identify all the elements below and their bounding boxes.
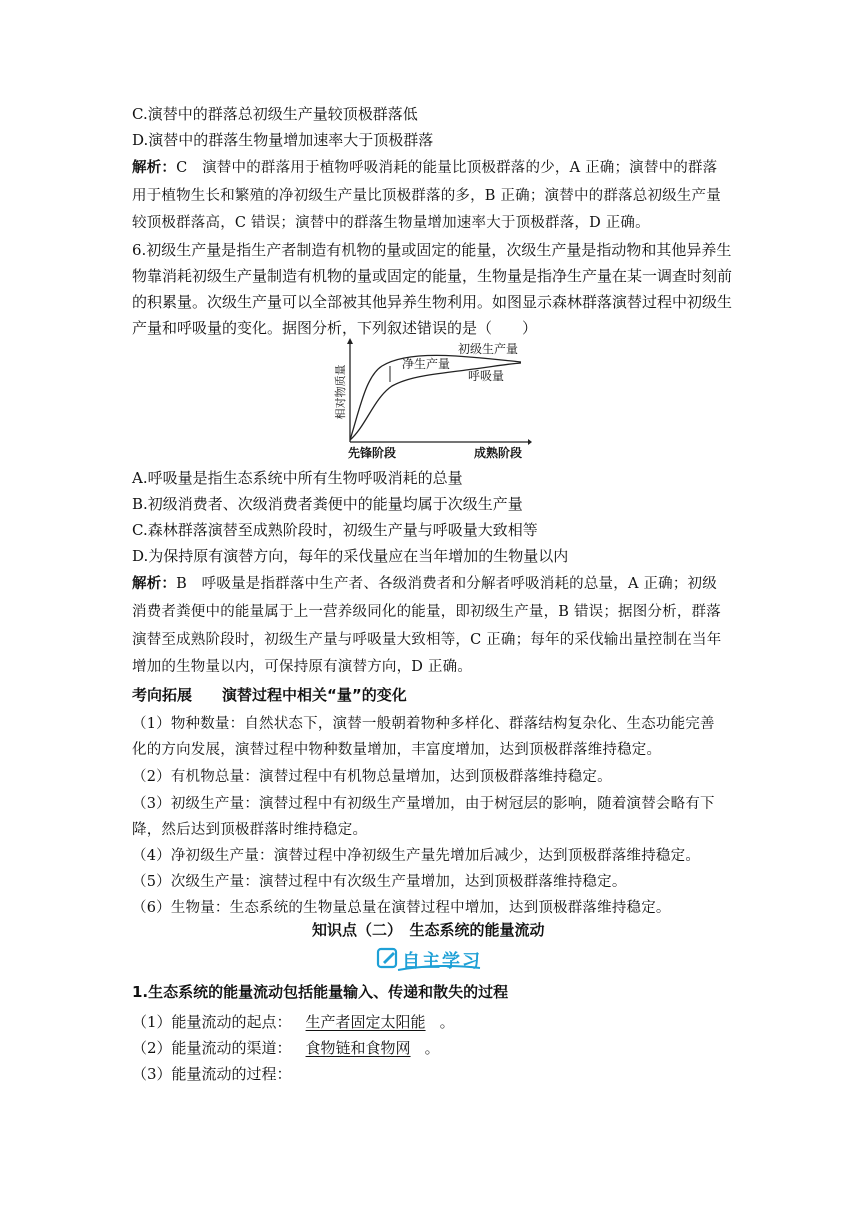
answer-blank-2: 食物链和食物网 — [305, 1039, 411, 1057]
item-end: 。 — [439, 1013, 455, 1031]
item-end: 。 — [424, 1039, 440, 1057]
section-1-item-1 — [132, 1012, 455, 1032]
option-c-q5: C.演替中的群落总初级生产量较顶极群落低 — [132, 105, 418, 123]
y-axis-arrow — [347, 338, 353, 344]
question-6-line4: 产量和呼吸量的变化。据图分析，下列叙述错误的是（ ） — [132, 319, 538, 337]
legend-primary-production: 初级生产量 — [458, 342, 519, 356]
y-axis-label: 相对物质量 — [334, 364, 347, 420]
extension-item-5: （5）次级生产量：演替过程中有次级生产量增加，达到顶极群落维持稳定。 — [132, 874, 627, 890]
question-6-line3: 的积累量。次级生产量可以全部被其他异养生物利用。如图显示森林群落演替过程中初级生 — [132, 293, 733, 311]
section-1-item-3: （3）能量流动的过程： — [132, 1065, 292, 1083]
knowledge-point-title: 知识点（二） 生态系统的能量流动 — [312, 921, 545, 939]
analysis-q5-line2: 用于植物生长和繁殖的净初级生产量比顶极群落的多，B 正确；演替中的群落总初级生产量 — [132, 188, 721, 204]
extension-item-1-line2: 化的方向发展，演替过程中物种数量增加，丰富度增加，达到顶极群落维持稳定。 — [132, 742, 662, 758]
succession-chart — [336, 338, 532, 462]
option-a-q6: A.呼吸量是指生态系统中所有生物呼吸消耗的总量 — [132, 469, 463, 487]
analysis-q6-line1 — [132, 574, 717, 594]
answer-blank-1: 生产者固定太阳能 — [305, 1013, 426, 1031]
extension-item-4: （4）净初级生产量：演替过程中净初级生产量先增加后减少，达到顶极群落维持稳定。 — [132, 848, 701, 864]
analysis-q5-line3: 较顶极群落高，C 错误；演替中的群落生物量增加速率大于顶极群落，D 正确。 — [132, 215, 650, 231]
item-label: （1）能量流动的起点： — [132, 1013, 292, 1031]
x-axis-arrow — [528, 439, 532, 445]
annotation-net-production: 净生产量 — [402, 357, 451, 371]
badge-label: 自主学习 — [402, 951, 482, 972]
extension-item-2: （2）有机物总量：演替过程中有机物总量增加，达到顶极群落维持稳定。 — [132, 769, 612, 785]
option-c-q6: C.森林群落演替至成熟阶段时，初级生产量与呼吸量大致相等 — [132, 521, 538, 539]
analysis-q6-line2: 消费者粪便中的能量属于上一营养级同化的能量，即初级生产量，B 错误；据图分析，群落 — [132, 604, 721, 620]
extension-title: 考向拓展 演替过程中相关“量”的变化 — [132, 686, 407, 704]
section-1-title: 1.生态系统的能量流动包括能量输入、传递和散失的过程 — [132, 983, 509, 1001]
question-6-line1: 6.初级生产量是指生产者制造有机物的量或固定的能量，次级生产量是指动物和其他异养生 — [132, 241, 732, 259]
analysis-q5-line1 — [132, 158, 717, 178]
section-1-item-2 — [132, 1038, 440, 1058]
pencil-icon — [383, 952, 395, 964]
self-study-badge — [376, 945, 484, 973]
option-d-q6: D.为保持原有演替方向，每年的采伐量应在当年增加的生物量以内 — [132, 547, 569, 565]
option-b-q6: B.初级消费者、次级消费者粪便中的能量均属于次级生产量 — [132, 495, 523, 513]
option-d-q5: D.演替中的群落生物量增加速率大于顶极群落 — [132, 131, 434, 149]
analysis-text: C 演替中的群落用于植物呼吸消耗的能量比顶极群落的少，A 正确；演替中的群落 — [176, 160, 718, 176]
extension-item-3-line1: （3）初级生产量：演替过程中有初级生产量增加，由于树冠层的影响，随着演替会略有下 — [132, 796, 715, 812]
extension-item-6: （6）生物量：生态系统的生物量总量在演替过程中增加，达到顶极群落维持稳定。 — [132, 900, 671, 916]
analysis-label: 解析： — [132, 160, 177, 176]
analysis-q6-line3: 演替至成熟阶段时，初级生产量与呼吸量大致相等，C 正确；每年的采伐输出量控制在当年 — [132, 632, 722, 648]
analysis-label: 解析： — [132, 576, 177, 592]
x-end-label: 成熟阶段 — [474, 446, 523, 460]
legend-respiration: 呼吸量 — [468, 369, 505, 383]
analysis-q6-line4: 增加的生物量以内，可保持原有演替方向，D 正确。 — [132, 659, 473, 675]
analysis-text: B 呼吸量是指群落中生产者、各级消费者和分解者呼吸消耗的总量，A 正确；初级 — [176, 576, 717, 592]
question-6-line2: 物靠消耗初级生产量制造有机物的量或固定的能量，生物量是指净生产量在某一调查时刻前 — [132, 267, 733, 285]
x-start-label: 先锋阶段 — [348, 446, 397, 460]
item-label: （2）能量流动的渠道： — [132, 1039, 292, 1057]
extension-item-1-line1: （1）物种数量：自然状态下，演替一般朝着物种多样化、群落结构复杂化、生态功能完善 — [132, 716, 715, 732]
extension-item-3-line2: 降，然后达到顶极群落时维持稳定。 — [132, 822, 368, 838]
